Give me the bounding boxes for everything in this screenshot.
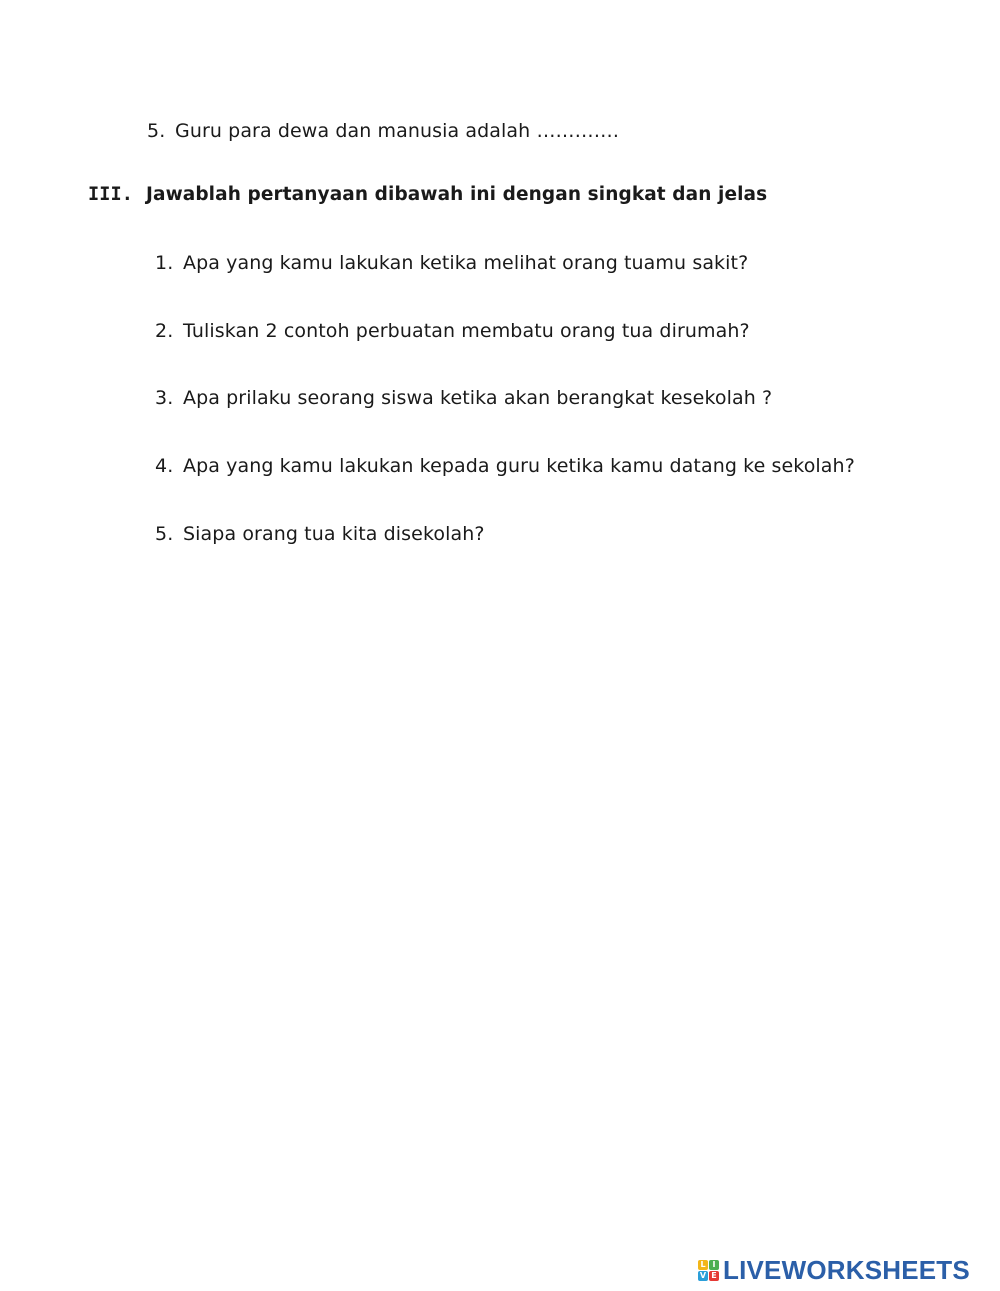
question-1 <box>155 251 748 275</box>
question-number: 5. <box>155 523 174 545</box>
question-text: Apa yang kamu lakukan ketika melihat orang tuamu sakit? <box>183 252 749 274</box>
section-heading <box>88 183 767 207</box>
section-title: Jawablah pertanyaan dibawah ini dengan singkat dan jelas <box>146 184 768 205</box>
logo-cell-v: V <box>699 1270 707 1280</box>
previous-section-item-5 <box>147 119 619 143</box>
question-text: Siapa orang tua kita disekolah? <box>183 523 485 545</box>
logo-cell-e: E <box>709 1271 719 1281</box>
logo-cell-l: L <box>698 1260 708 1270</box>
logo-cell-i: I <box>709 1260 719 1270</box>
question-2 <box>155 319 750 343</box>
item-number: 5. <box>147 120 166 142</box>
question-number: 3. <box>155 387 174 409</box>
section-roman-numeral: III. <box>88 184 133 205</box>
question-number: 4. <box>155 455 174 477</box>
question-number: 1. <box>155 252 174 274</box>
brand-name: LIVEWORKSHEETS <box>723 1254 970 1285</box>
question-text: Apa prilaku seorang siswa ketika akan berangkat kesekolah ? <box>183 387 773 409</box>
item-text: Guru para dewa dan manusia adalah …………. <box>175 120 619 142</box>
liveworksheets-watermark <box>698 1255 970 1285</box>
question-text: Apa yang kamu lakukan kepada guru ketika kamu datang ke sekolah? <box>183 455 855 477</box>
question-5 <box>155 522 485 546</box>
question-4 <box>155 454 855 478</box>
question-3 <box>155 386 772 410</box>
liveworksheets-logo-icon <box>698 1260 719 1281</box>
question-text: Tuliskan 2 contoh perbuatan membatu orang tua dirumah? <box>183 320 750 342</box>
question-number: 2. <box>155 320 174 342</box>
